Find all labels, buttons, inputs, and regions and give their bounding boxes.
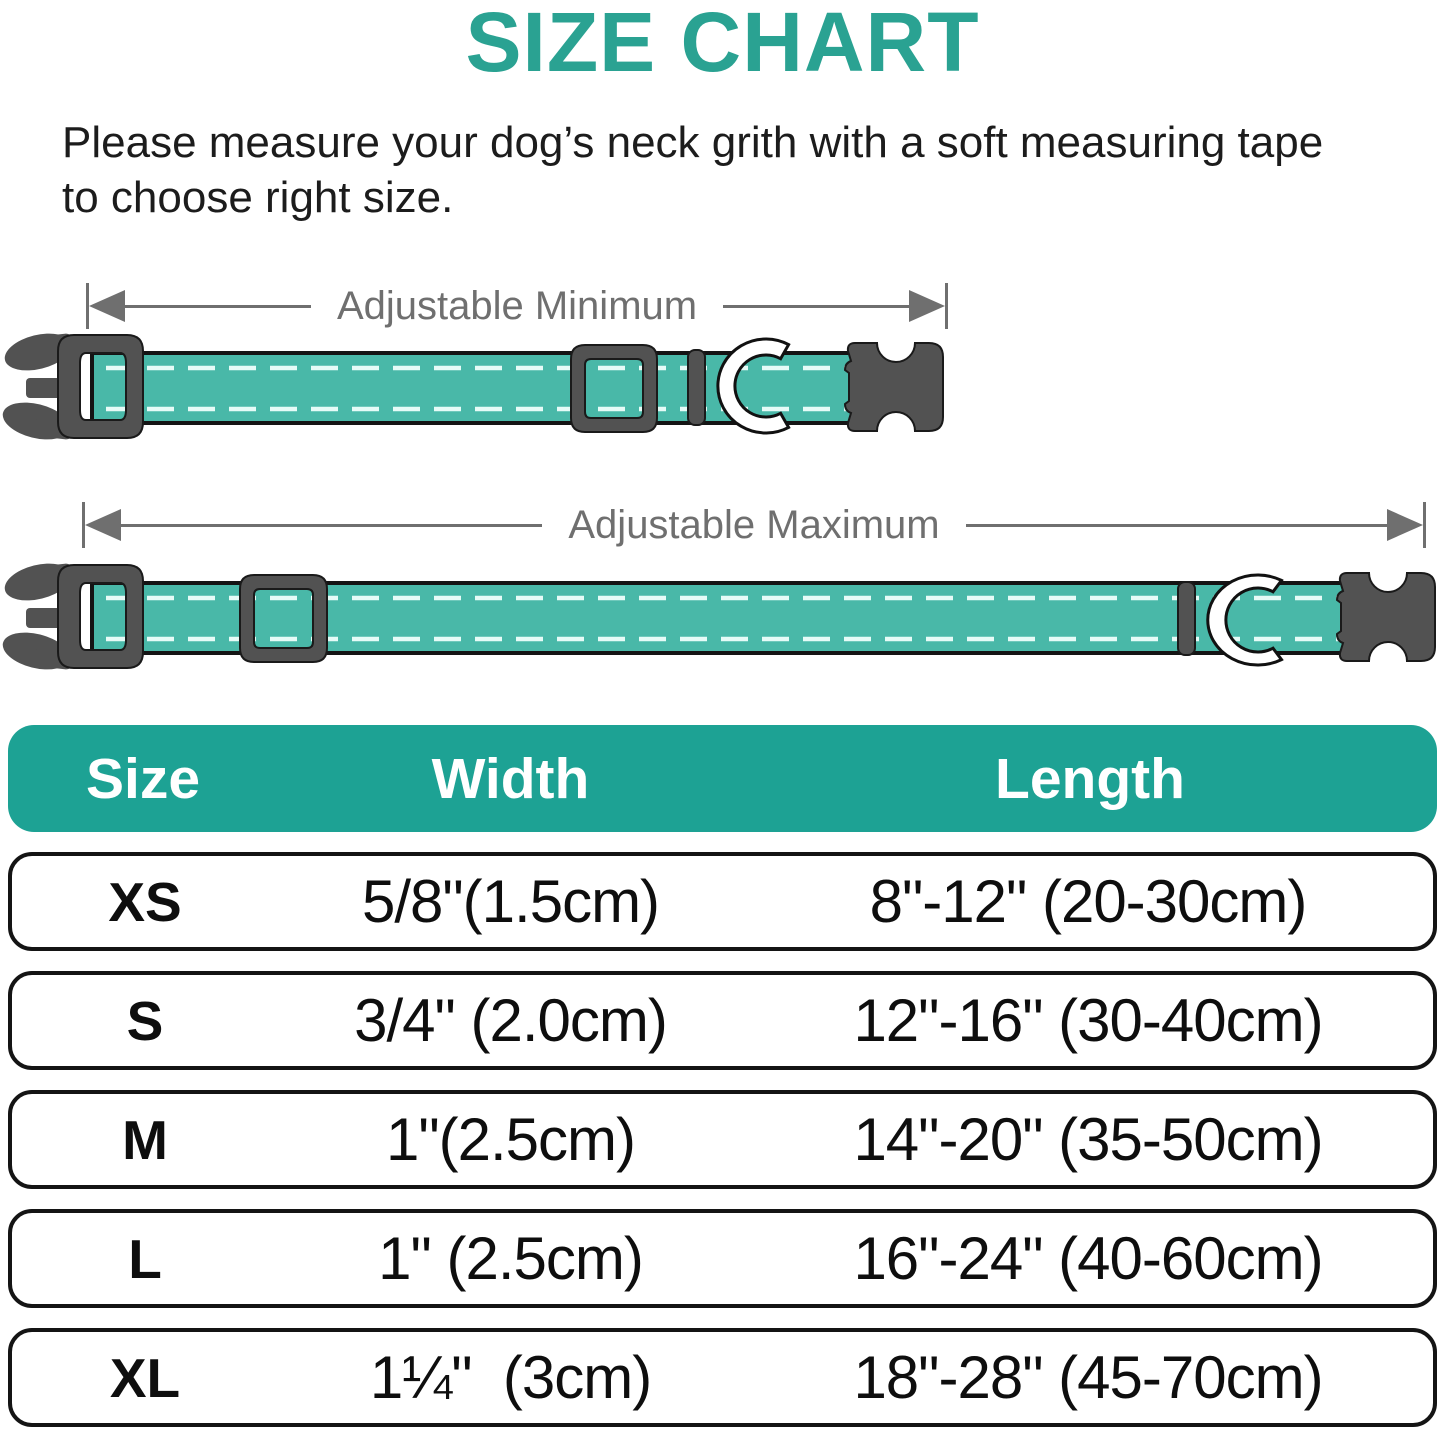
size-table	[8, 725, 1437, 1427]
length-cell: 16"-24" (40-60cm)	[853, 1225, 1323, 1292]
size-cell: XL	[109, 1346, 181, 1409]
collar-minimum-illustration	[0, 326, 960, 472]
width-cell: 1¼" (3cm)	[369, 1344, 652, 1411]
arrow-left-icon	[89, 290, 125, 322]
collar-strap	[92, 583, 1354, 653]
dimension-line-right	[966, 524, 1387, 527]
subtitle	[62, 116, 1402, 225]
width-cell: 1" (2.5cm)	[378, 1225, 643, 1292]
size-cell: M	[122, 1108, 168, 1171]
table-row-xl	[8, 1328, 1437, 1427]
buckle-female-icon	[845, 343, 943, 431]
table-row-xs	[8, 852, 1437, 951]
collar-maximum-illustration	[0, 540, 1445, 700]
size-cell: L	[128, 1227, 162, 1290]
keeper-band	[688, 350, 705, 425]
col-header-length: Length	[995, 746, 1185, 811]
page-title: SIZE CHART	[465, 0, 980, 89]
col-header-size: Size	[85, 746, 201, 811]
adjustable-minimum-dimension	[86, 283, 948, 329]
table-header	[8, 725, 1437, 832]
dimension-line-left	[125, 305, 311, 308]
table-row-s	[8, 971, 1437, 1070]
length-cell: 8"-12" (20-30cm)	[869, 868, 1307, 935]
width-cell: 5/8"(1.5cm)	[361, 868, 660, 935]
adjustable-minimum-label: Adjustable Minimum	[336, 283, 698, 328]
arrow-left-icon	[85, 509, 121, 541]
dimension-line-left	[121, 524, 542, 527]
adjustable-maximum-label: Adjustable Maximum	[568, 502, 940, 547]
subtitle-line1: Please measure your dog’s neck grith with a soft measuring tape	[62, 118, 1324, 167]
length-cell: 12"-16" (30-40cm)	[853, 987, 1323, 1054]
dimension-tick-right	[945, 283, 948, 329]
col-header-width: Width	[431, 746, 590, 811]
length-cell: 18"-28" (45-70cm)	[853, 1344, 1323, 1411]
length-cell: 14"-20" (35-50cm)	[853, 1106, 1323, 1173]
dimension-line-right	[723, 305, 909, 308]
table-row-l	[8, 1209, 1437, 1308]
width-cell: 1"(2.5cm)	[385, 1106, 636, 1173]
buckle-female-icon	[1337, 573, 1435, 661]
size-cell: XS	[108, 870, 182, 933]
arrow-right-icon	[1387, 509, 1423, 541]
arrow-right-icon	[909, 290, 945, 322]
size-cell: S	[126, 989, 164, 1052]
table-row-m	[8, 1090, 1437, 1189]
subtitle-line2: to choose right size.	[62, 172, 454, 222]
keeper-band	[1178, 582, 1195, 655]
width-cell: 3/4" (2.0cm)	[354, 987, 667, 1054]
